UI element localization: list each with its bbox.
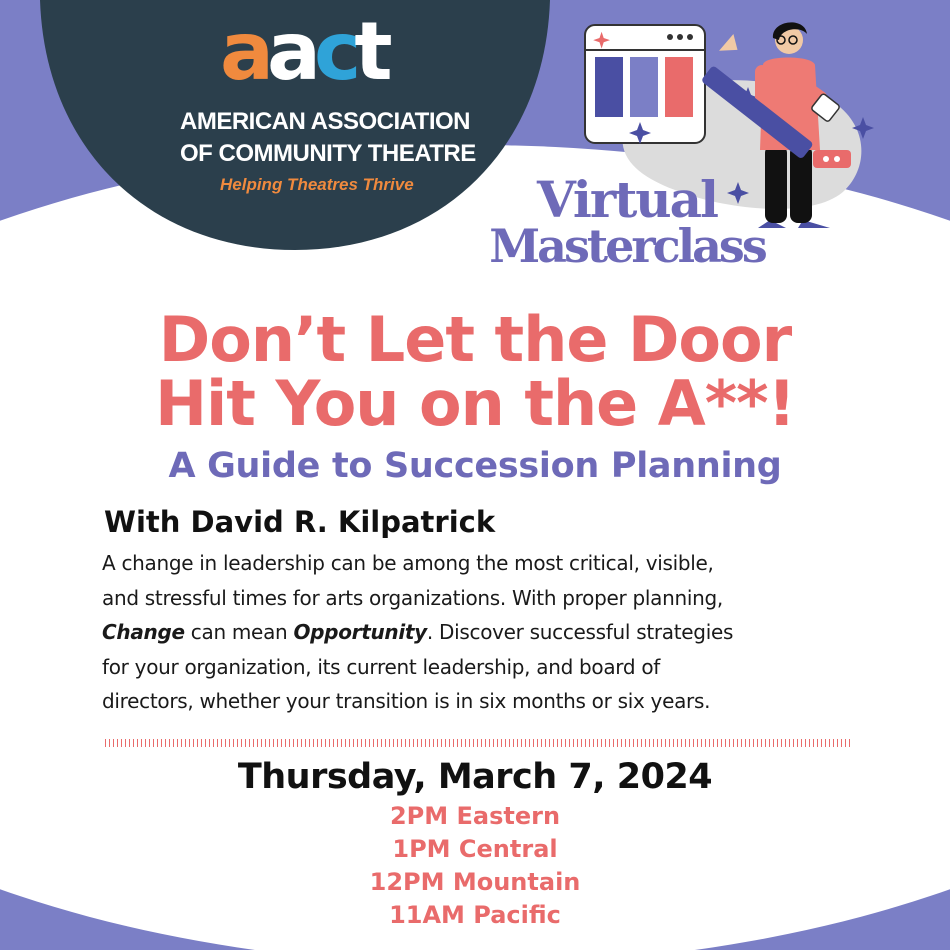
event-date: Thursday, March 7, 2024 bbox=[237, 757, 713, 797]
description-line-3 bbox=[102, 615, 862, 650]
description-line-3-end: . Discover successful strategies bbox=[426, 620, 734, 644]
logo-tagline: Helping Theatres Thrive bbox=[220, 175, 414, 194]
dotted-divider bbox=[105, 739, 853, 747]
small-badge-icon bbox=[813, 150, 851, 168]
time-eastern: 2PM Eastern bbox=[389, 802, 561, 830]
virtual-label: Virtual bbox=[536, 170, 718, 229]
event-description bbox=[102, 546, 862, 719]
org-name-line-2: OF COMMUNITY THEATRE bbox=[180, 140, 476, 167]
bar-chart-icon bbox=[595, 57, 693, 117]
aact-wordmark bbox=[220, 5, 386, 98]
time-central: 1PM Central bbox=[392, 835, 558, 863]
event-subtitle: A Guide to Succession Planning bbox=[168, 446, 782, 486]
event-title bbox=[0, 303, 950, 440]
title-line-2: Hit You on the A**! bbox=[155, 367, 795, 440]
org-name-line-1: AMERICAN ASSOCIATION bbox=[180, 108, 470, 135]
wordmark-letter-c: c bbox=[313, 5, 355, 98]
wordmark-letter-a1: a bbox=[220, 5, 267, 98]
title-line-1: Don’t Let the Door bbox=[158, 303, 792, 376]
event-times bbox=[0, 800, 950, 932]
time-mountain: 12PM Mountain bbox=[369, 868, 581, 896]
description-line-5: directors, whether your transition is in six months or six years. bbox=[102, 689, 711, 713]
emphasis-change: Change bbox=[102, 620, 185, 644]
time-pacific: 11AM Pacific bbox=[389, 901, 561, 929]
description-line-3-mid: can mean bbox=[184, 620, 294, 644]
description-line-2: and stressful times for arts organizations. With proper planning, bbox=[102, 585, 723, 610]
masterclass-label: Masterclass bbox=[489, 219, 765, 273]
virtual-masterclass-heading bbox=[462, 170, 792, 273]
presenter-name: With David R. Kilpatrick bbox=[104, 505, 496, 539]
wordmark-letter-a2: a bbox=[266, 5, 314, 98]
emphasis-opportunity: Opportunity bbox=[293, 620, 427, 644]
description-line-1: A change in leadership can be among the most critical, visible, bbox=[102, 551, 714, 575]
description-line-4: for your organization, its current leadership, and board of bbox=[102, 654, 661, 679]
wordmark-letter-t: t bbox=[354, 5, 386, 98]
